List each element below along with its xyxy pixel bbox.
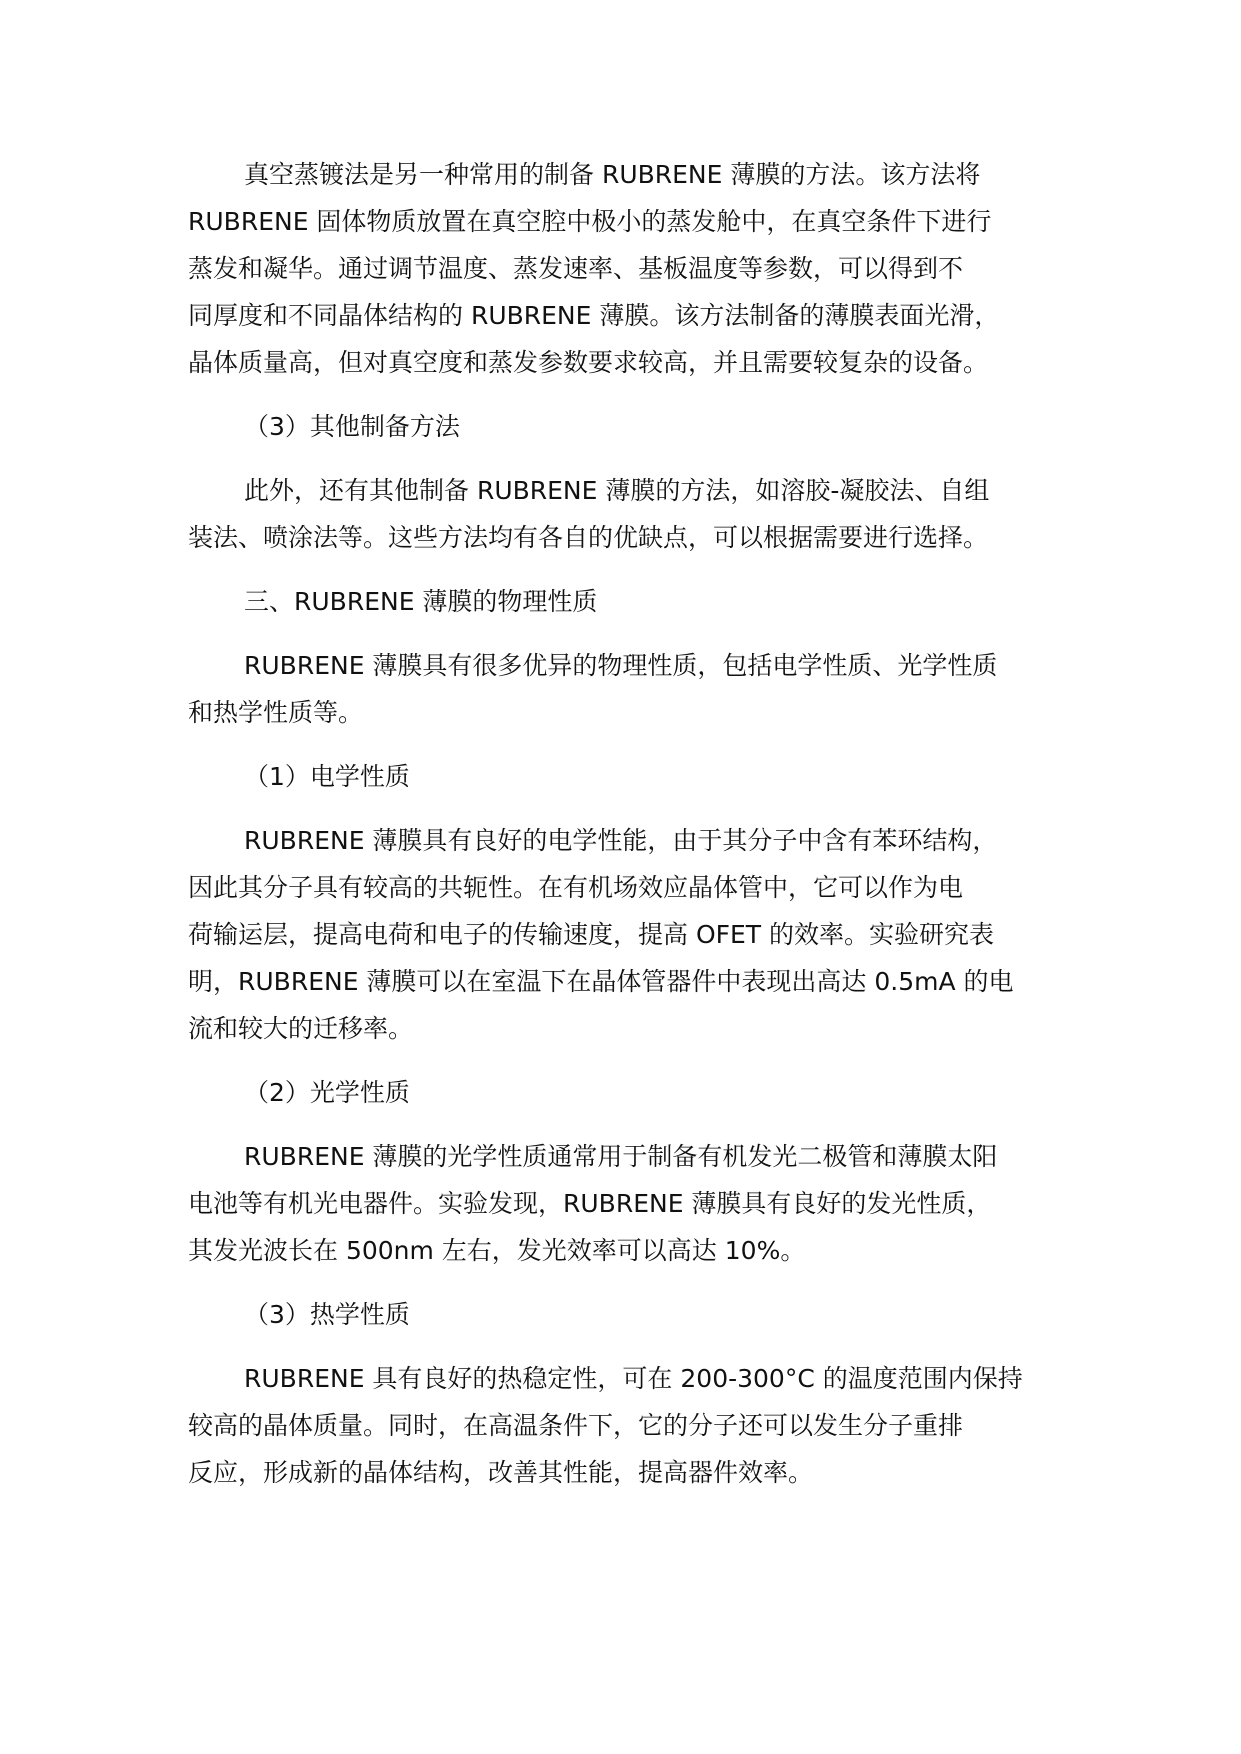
paragraph-electrical-properties	[188, 817, 1088, 1052]
text-line: RUBRENE 具有良好的热稳定性，可在 200-300°C 的温度范围内保持	[244, 1364, 1023, 1393]
paragraph-optical-properties	[188, 1133, 1088, 1274]
paragraph-other-methods	[188, 467, 1088, 561]
text-line: 明，RUBRENE 薄膜可以在室温下在晶体管器件中表现出高达 0.5mA 的电	[188, 967, 1014, 996]
text-line: RUBRENE 薄膜具有很多优异的物理性质，包括电学性质、光学性质	[244, 651, 998, 680]
section-heading: （2）光学性质	[244, 1078, 410, 1107]
section-heading: （1）电学性质	[244, 762, 410, 791]
heading-other-methods	[188, 403, 1088, 450]
text-line: 较高的晶体质量。同时，在高温条件下，它的分子还可以发生分子重排	[188, 1411, 964, 1440]
section-heading: （3）其他制备方法	[244, 412, 460, 441]
paragraph-physical-properties	[188, 642, 1088, 736]
text-line: 荷输运层，提高电荷和电子的传输速度，提高 OFET 的效率。实验研究表	[188, 920, 995, 949]
text-line: RUBRENE 薄膜的光学性质通常用于制备有机发光二极管和薄膜太阳	[244, 1142, 998, 1171]
heading-optical-properties	[188, 1069, 1088, 1116]
text-line: 晶体质量高，但对真空度和蒸发参数要求较高，并且需要较复杂的设备。	[188, 348, 989, 377]
text-line: 装法、喷涂法等。这些方法均有各自的优缺点，可以根据需要进行选择。	[188, 523, 989, 552]
text-line: 反应，形成新的晶体结构，改善其性能，提高器件效率。	[188, 1458, 814, 1487]
text-line: RUBRENE 固体物质放置在真空腔中极小的蒸发舱中，在真空条件下进行	[188, 207, 992, 236]
section-heading: 三、RUBRENE 薄膜的物理性质	[244, 587, 598, 616]
heading-physical-properties	[188, 578, 1088, 625]
text-line: 真空蒸镀法是另一种常用的制备 RUBRENE 薄膜的方法。该方法将	[244, 160, 981, 189]
heading-electrical-properties	[188, 753, 1088, 800]
text-line: 因此其分子具有较高的共轭性。在有机场效应晶体管中，它可以作为电	[188, 873, 964, 902]
paragraph-thermal-properties	[188, 1355, 1088, 1496]
text-line: 流和较大的迁移率。	[188, 1014, 414, 1043]
document-body	[188, 151, 1088, 1496]
text-line: 和热学性质等。	[188, 698, 364, 727]
text-line: 其发光波长在 500nm 左右，发光效率可以高达 10%。	[188, 1236, 806, 1265]
heading-thermal-properties	[188, 1291, 1088, 1338]
text-line: 同厚度和不同晶体结构的 RUBRENE 薄膜。该方法制备的薄膜表面光滑，	[188, 301, 1000, 330]
text-line: 此外，还有其他制备 RUBRENE 薄膜的方法，如溶胶-凝胶法、自组	[244, 476, 990, 505]
text-line: RUBRENE 薄膜具有良好的电学性能，由于其分子中含有苯环结构，	[244, 826, 998, 855]
section-heading: （3）热学性质	[244, 1300, 410, 1329]
paragraph-vacuum-evaporation	[188, 151, 1088, 386]
text-line: 电池等有机光电器件。实验发现，RUBRENE 薄膜具有良好的发光性质，	[188, 1189, 992, 1218]
text-line: 蒸发和凝华。通过调节温度、蒸发速率、基板温度等参数，可以得到不	[188, 254, 964, 283]
